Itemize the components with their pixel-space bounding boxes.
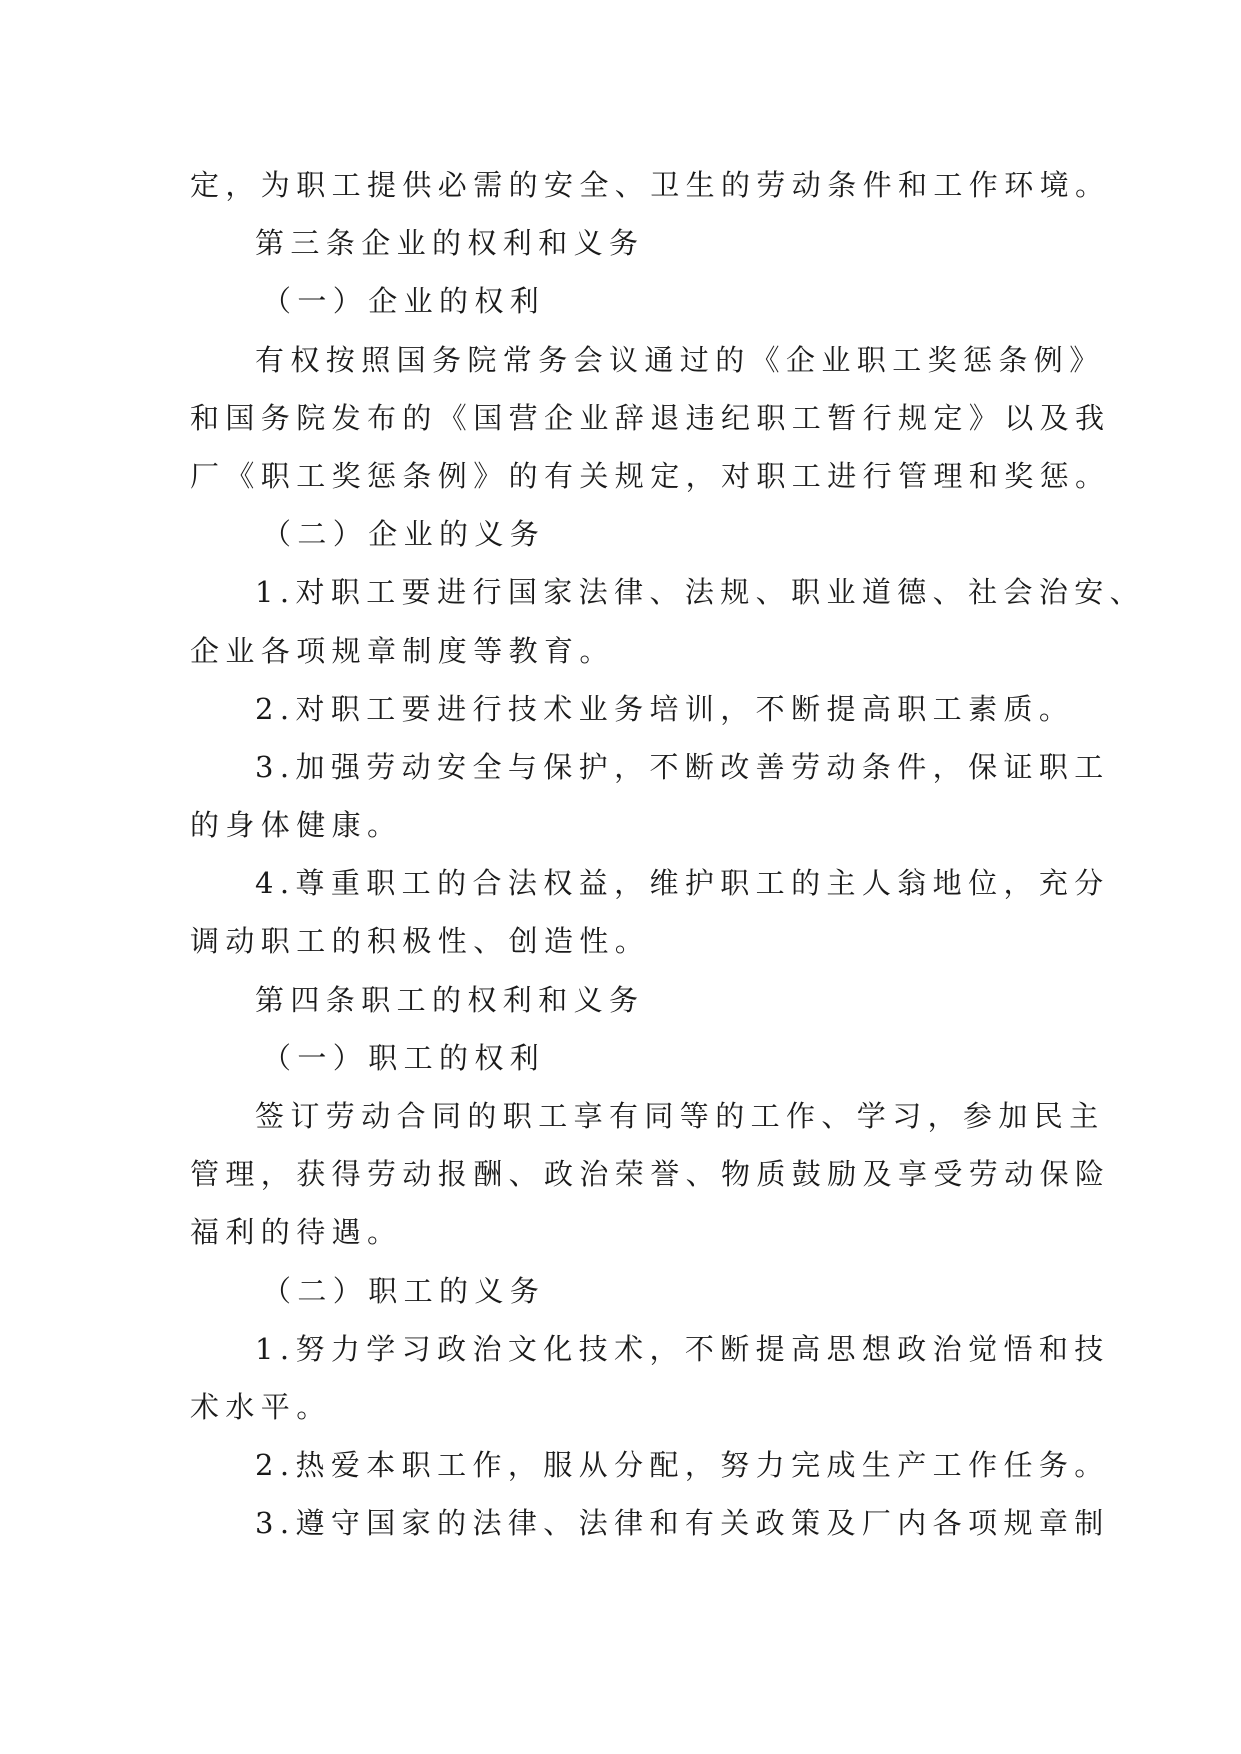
section-heading: （二）企业的义务: [262, 517, 546, 552]
text-line: 管理，获得劳动报酬、政治荣誉、物质鼓励及享受劳动保险: [190, 1157, 1111, 1192]
text-line: 的身体健康。: [190, 808, 403, 843]
text-line: 签订劳动合同的职工享有同等的工作、学习，参加民主: [255, 1099, 1105, 1133]
text-line: 术水平。: [190, 1389, 332, 1424]
section-heading: （一）企业的权利: [262, 284, 546, 319]
section-heading: （一）职工的权利: [262, 1040, 546, 1075]
text-line: 厂《职工奖惩条例》的有关规定，对职工进行管理和奖惩。: [190, 458, 1111, 493]
text-line: 定，为职工提供必需的安全、卫生的劳动条件和工作环境。: [190, 168, 1111, 202]
text-line: 调动职工的积极性、创造性。: [190, 924, 651, 959]
list-item: 2.热爱本职工作，服从分配，努力完成生产工作任务。: [255, 1448, 1110, 1483]
document-body: [190, 156, 1146, 1553]
list-item: 1.对职工要进行国家法律、法规、职业道德、社会治安、: [255, 575, 1146, 610]
list-item: 3.遵守国家的法律、法律和有关政策及厂内各项规章制: [255, 1506, 1110, 1541]
section-heading: （二）职工的义务: [262, 1273, 546, 1308]
text-line: 企业各项规章制度等教育。: [190, 633, 615, 668]
text-line: 和国务院发布的《国营企业辞退违纪职工暂行规定》以及我: [190, 400, 1111, 435]
list-item: 1.努力学习政治文化技术，不断提高思想政治觉悟和技: [255, 1331, 1110, 1366]
article-heading: 第三条企业的权利和义务: [255, 226, 645, 261]
text-line: 有权按照国务院常务会议通过的《企业职工奖惩条例》: [255, 342, 1105, 377]
list-item: 3.加强劳动安全与保护，不断改善劳动条件，保证职工: [255, 749, 1110, 784]
list-item: 4.尊重职工的合法权益，维护职工的主人翁地位，充分: [255, 866, 1110, 901]
text-line: 福利的待遇。: [190, 1215, 403, 1250]
list-item: 2.对职工要进行技术业务培训，不断提高职工素质。: [255, 691, 1075, 726]
article-heading: 第四条职工的权利和义务: [255, 982, 645, 1017]
